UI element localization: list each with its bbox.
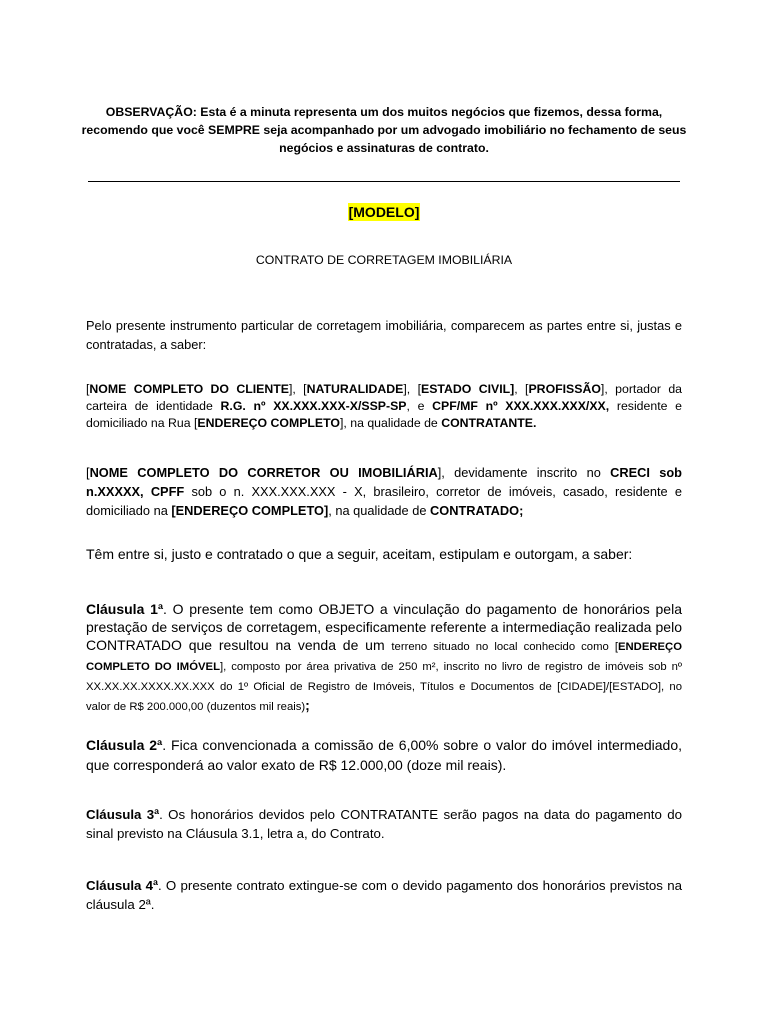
observation-label: OBSERVAÇÃO: <box>105 105 197 119</box>
client-address: ENDEREÇO COMPLETO <box>197 416 340 430</box>
naturalidade: NATURALIDADE <box>306 382 404 396</box>
text-fragment: [ <box>86 465 90 480</box>
clause-2-label: Cláusula 2ª <box>86 737 163 753</box>
observation-note <box>80 103 688 157</box>
profissao: PROFISSÃO <box>528 382 601 396</box>
text-fragment: , [ <box>514 382 529 396</box>
clause-2 <box>86 735 682 775</box>
text-fragment: ], na qualidade de <box>340 416 442 430</box>
text-fragment: sob o n. XXX.XXX.XXX - X, brasileiro, corretor de imóveis, casado, residente e domiciliado na <box>86 484 682 518</box>
clause-4 <box>86 876 682 914</box>
observation-text: Esta é a minuta representa um dos muitos negócios que fizemos, dessa forma, recomendo que você SEMPRE seja acompanhado por um advogado imobiliário no fechamento de seus negócios e assinaturas de contrato. <box>81 105 687 155</box>
clause-1-end: ; <box>305 697 310 713</box>
model-tag: [MODELO] <box>348 204 420 220</box>
contratante-role: CONTRATANTE. <box>441 416 537 430</box>
separator-line <box>88 181 680 182</box>
model-tag-wrapper <box>0 203 768 222</box>
text-fragment: ], [ <box>403 382 422 396</box>
text-fragment: residente e domiciliado na Rua [ <box>86 399 682 430</box>
broker-name: NOME COMPLETO DO CORRETOR OU IMOBILIÁRIA <box>89 465 438 480</box>
cpf-number: CPF/MF nº XXX.XXX.XXX/XX, <box>432 399 610 413</box>
clause-1-label: Cláusula 1ª <box>86 601 164 617</box>
intro-paragraph: Pelo presente instrumento particular de corretagem imobiliária, comparecem as partes entre si, justas e contratadas, a saber: <box>86 318 682 352</box>
broker-address: [ENDEREÇO COMPLETO] <box>171 503 329 518</box>
contratante-paragraph <box>86 381 682 432</box>
client-name: NOME COMPLETO DO CLIENTE <box>89 382 289 396</box>
text-fragment: ], portador da carteira de identidade <box>86 382 682 413</box>
clause-2-text: . Fica convencionada a comissão de 6,00% sobre o valor do imóvel intermediado, que corresponderá ao valor exato de R$ 12.000,00 (doze mil reais). <box>86 737 683 773</box>
clause-3-label: Cláusula 3ª <box>86 807 160 822</box>
clause-1 <box>86 600 682 716</box>
clause-4-label: Cláusula 4ª <box>86 878 158 893</box>
clause-1-text-small: terreno situado no local conhecido como [ <box>391 641 618 653</box>
clause-1-text: . O presente tem como OBJETO a vinculação do pagamento de honorários pela prestação de serviços de corretagem, especificamente referente a intermediação realizada pelo CONTRATADO que resultou na venda de um <box>86 601 682 653</box>
contratado-role: CONTRATADO; <box>430 503 524 518</box>
document-title: CONTRATO DE CORRETAGEM IMOBILIÁRIA <box>255 253 513 267</box>
text-fragment: [ <box>86 382 90 396</box>
property-address: ENDEREÇO COMPLETO DO IMÓVEL <box>86 641 682 673</box>
estado-civil: ESTADO CIVIL] <box>421 382 515 396</box>
text-fragment: ], devidamente inscrito no <box>437 465 611 480</box>
clause-3 <box>86 805 682 843</box>
text-fragment: , e <box>406 399 433 413</box>
text-fragment: ], [ <box>288 382 307 396</box>
preamble-paragraph: Têm entre si, justo e contratado o que a seguir, aceitam, estipulam e outorgam, a saber: <box>86 546 633 562</box>
clause-4-text: . O presente contrato extingue-se com o devido pagamento dos honorários previstos na cláusula 2ª. <box>86 878 682 912</box>
creci-number: CRECI sob n.XXXXX, CPFF <box>86 465 682 499</box>
text-fragment: , na qualidade de <box>328 503 431 518</box>
clause-1-text-small: ], composto por área privativa de 250 m², inscrito no livro de registro de imóveis sob nº XX.XX.XX.XXXX.XX.XXX do 1º Oficial de Registro de Imóveis, Títulos e Documentos de [CIDADE]/[ESTADO], no valor de R$ 200.000,00 (duzentos mil reais) <box>86 661 683 713</box>
rg-number: R.G. nº XX.XXX.XXX-X/SSP-SP <box>220 399 407 413</box>
contratado-paragraph <box>86 463 682 520</box>
clause-3-text: . Os honorários devidos pelo CONTRATANTE serão pagos na data do pagamento do sinal previsto na Cláusula 3.1, letra a, do Contrato. <box>86 807 682 841</box>
